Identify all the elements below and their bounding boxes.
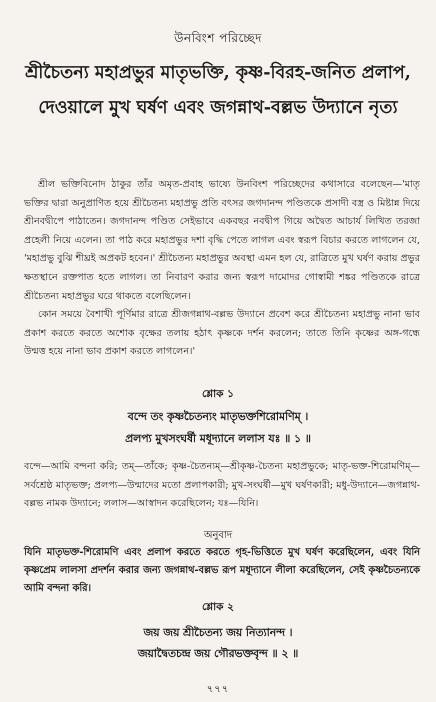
verse-1-label: শ্লোক ১ (202, 388, 234, 400)
chapter-label: উনবিংশ পরিচ্ছেদ (174, 31, 262, 45)
verse-1-line-2: প্রলপ্য মুখসংঘর্ষী মধূদ্যানে ললাস যঃ ॥ ১ ॥ (125, 432, 311, 445)
intro-paragraph-2: কোন সময়ে বৈশাখী পূর্ণিমার রাত্রে শ্রীজগন্নাথ-বল্লভ উদ্যানে প্রবেশ করে শ্রীচৈতন্য মহাপ্রভু নানা ভাব প্রকাশ করতে করতে অশোক বৃক্ষের তলায় হঠাৎ কৃষ্ণকে দর্শন করলেন; তাতে তিনি কৃষ্ণের অঙ্গ-গন্ধে উন্মত্ত হয়ে নানা ভাব প্রকাশ করতে লাগলেন।' (24, 309, 420, 358)
verse-1-line-1: বন্দে তং কৃষ্ণচৈতন্যং মাতৃভক্তশিরোমণিম্ । (127, 410, 309, 423)
verse-2-line-1: জয় জয় শ্রীচৈতন্য জয় নিত্যানন্দ । (143, 626, 293, 639)
verse-1-translation: যিনি মাতৃভক্ত-শিরোমণি এবং প্রলাপ করতে করতে গৃহ-ভিত্তিতে মুখ ঘর্ষণ করেছিলেন, এবং যিনি কৃষ্ণপ্রেম লালসা প্রদর্শন করার জন্য জগন্নাথ-বল্লভ রূপ মধূদ্যানে লীলা করেছিলেন, সেই কৃষ্ণচৈতন্যকে আমি বন্দনা করি। (24, 547, 420, 594)
page-number: ৭৭৭ (206, 684, 230, 695)
verse-1-synonyms: বন্দে—আমি বন্দনা করি; তম্—তাঁকে; কৃষ্ণ-চৈতন্যম্—শ্রীকৃষ্ণ-চৈতন্য মহাপ্রভুকে; মাতৃ-ভক্ত-শিরোমণিম্—সর্বশ্রেষ্ঠ মাতৃভক্ত; প্রলপ্য—উন্মাদের মতো প্রলাপকারী; মুখ-সংঘর্ষী—মুখ ঘর্ষণকারী; মধু-উদ্যানে—জগন্নাথ-বল্লভ নামক উদ্যানে; ললাস—আস্বাদন করেছিলেন; যঃ—যিনি। (24, 461, 420, 510)
intro-paragraph-1: শ্রীল ভক্তিবিনোদ ঠাকুর তাঁর অমৃত-প্রবাহ ভাষ্যে উনবিংশ পরিচ্ছেদের কথাসারে বলেছেন—'মাতৃ ভক্তির দ্বারা অনুপ্রাণিত হয়ে শ্রীচৈতন্য মহাপ্রভু প্রতি বৎসর জগদানন্দ পণ্ডিতকে প্রসাদী বস্ত্র ও মিষ্টান্ন দিয়ে শ্রীনবদ্বীপে পাঠাতেন। জগদানন্দ পণ্ডিত সেইভাবে একবছর নবদ্বীপ গিয়ে অদ্বৈত আচার্য লিখিত তরজা প্রহেলী নিয়ে এলেন। তা পাঠ করে মহাপ্রভুর দশা বৃদ্ধি পেতে লাগল এবং স্বরূপ বিচার করতে লাগলেন যে, 'মহাপ্রভু বুঝি শীঘ্রই অপ্রকট হবেন।' শ্রীচৈতন্য মহাপ্রভুর অবস্থা এমন হল যে, রাত্রিতে মুখ ঘর্ষণ করায় প্রভুর ক্ষতস্থানে রক্তপাত হতে লাগল। তা নিবারণ করার জন্য স্বরূপ দামোদর গোস্বামী শঙ্কর পণ্ডিতকে রাত্রে শ্রীচৈতন্য মহাপ্রভুর ঘরে থাকতে বলেছিলেন। (24, 179, 420, 302)
translation-label: অনুবাদ (203, 530, 233, 541)
verse-2-line-2: জয়াদ্বৈতচন্দ্র জয় গৌরভক্তবৃন্দ ॥ ২ ॥ (137, 647, 299, 660)
intro-section (24, 176, 420, 362)
verse-2-label: শ্লোক ২ (202, 601, 234, 613)
chapter-title: শ্রীচৈতন্য মহাপ্রভুর মাতৃভক্তি, কৃষ্ণ-বিরহ-জনিত প্রলাপ, দেওয়ালে মুখ ঘর্ষণ এবং জগন্নাথ-বল্লভ উদ্যানে নৃত্য (25, 63, 411, 118)
